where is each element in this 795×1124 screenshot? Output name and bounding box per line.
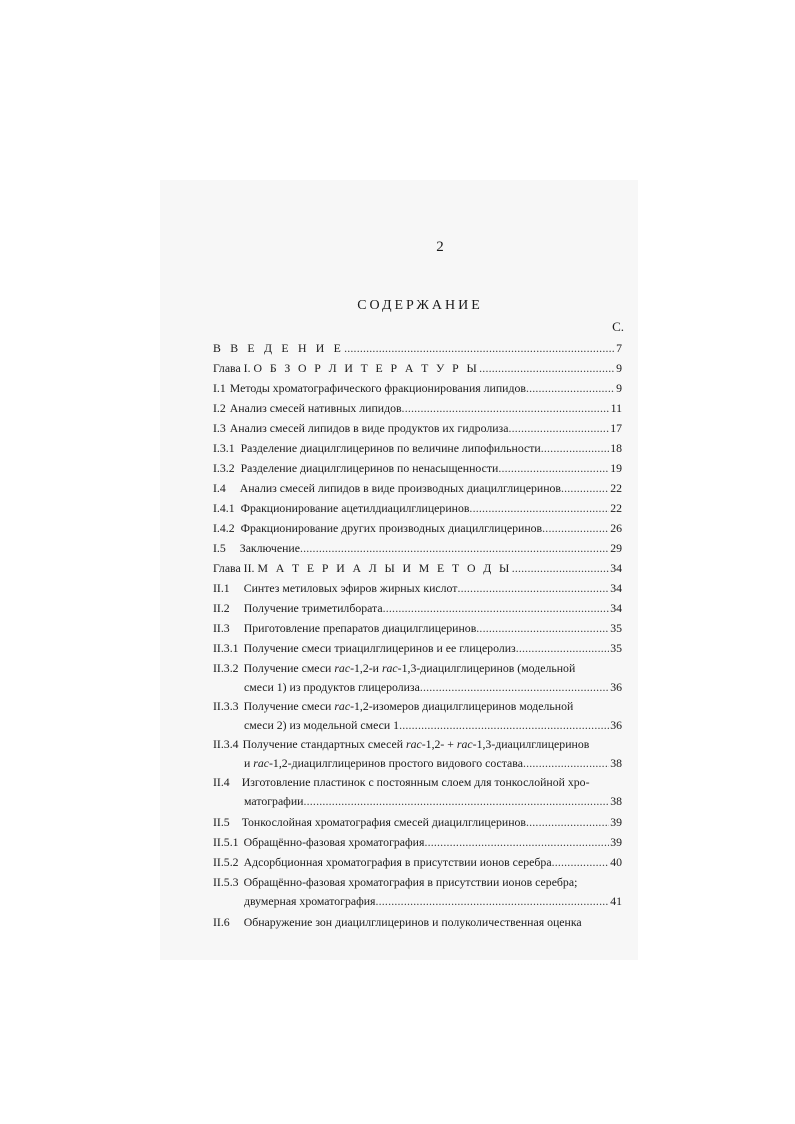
toc-entry-title: О Б З О Р Л И Т Е Р А Т У Р Ы — [253, 361, 480, 375]
toc-entry[interactable] — [213, 620, 622, 636]
toc-entry-page: 35 — [610, 621, 622, 635]
toc-entry-prefix: I.1 — [213, 381, 226, 395]
toc-entry-page: 29 — [610, 541, 622, 555]
toc-entry-prefix: II.3 — [213, 621, 230, 635]
leader-dots — [399, 717, 609, 733]
toc-entry-prefix: II.3.1 — [213, 641, 239, 655]
toc-entry-page: 19 — [610, 461, 622, 475]
leader-dots — [516, 640, 610, 656]
toc-entry-page: 18 — [610, 441, 622, 455]
toc-entry-prefix: I.3.1 — [213, 441, 235, 455]
toc-entry-title: Обращённо-фазовая хроматография — [243, 835, 425, 849]
toc-entry-prefix: II.3.2 — [213, 661, 239, 675]
toc-entry[interactable] — [213, 698, 622, 734]
toc-entry-continuation: смеси 1) из продуктов глицеролиза — [244, 680, 420, 694]
toc-entry[interactable] — [213, 600, 622, 616]
toc-entry-title: Фракционирование ацетилдиацилглицеринов — [240, 501, 470, 515]
toc-entry-prefix: II.6 — [213, 915, 230, 929]
toc-entry-title: Тонкослойная хроматография смесей диацилглицеринов — [241, 815, 526, 829]
toc-entry-title: Анализ смесей липидов в виде продуктов их гидролиза — [229, 421, 509, 435]
toc-entry-page: 7 — [616, 341, 622, 355]
toc-entry-title: Получение стандартных смесей rac-1,2- + rac-1,3-диацилглицеринов — [242, 737, 590, 751]
toc-entry-prefix: II.5.2 — [213, 855, 239, 869]
toc-entry-prefix: II.3.3 — [213, 699, 239, 713]
toc-entry-prefix: II.5.1 — [213, 835, 239, 849]
toc-entry-prefix: I.3.2 — [213, 461, 235, 475]
toc-entry-page: 9 — [616, 381, 622, 395]
toc-entry-continuation: смеси 2) из модельной смеси 1 — [244, 718, 400, 732]
toc-entry-chapter-2[interactable] — [213, 560, 622, 576]
toc-entry-prefix: I.4 — [213, 481, 226, 495]
leader-dots — [526, 380, 615, 396]
toc-entry[interactable] — [213, 380, 622, 396]
toc-entry-page: 38 — [610, 794, 622, 808]
toc-entry-title: М А Т Е Р И А Л Ы И М Е Т О Д Ы — [257, 561, 512, 575]
leader-dots — [512, 560, 610, 576]
toc-entry[interactable] — [213, 914, 622, 930]
toc-entry-prefix: I.3 — [213, 421, 226, 435]
toc-entry-page: 40 — [610, 855, 622, 869]
toc-entry-continuation: двумерная хроматография — [244, 894, 376, 908]
toc-entry-prefix: II.1 — [213, 581, 230, 595]
toc-entry[interactable] — [213, 854, 622, 870]
leader-dots — [523, 755, 609, 771]
toc-entry-title: В В Е Д Е Н И Е — [213, 341, 345, 355]
toc-entry-title: Получение триметилбората — [243, 601, 383, 615]
toc-entry-title: Разделение диацилглицеринов по ненасыщенности — [240, 461, 499, 475]
toc-entry-title: Адсорбционная хроматография в присутствии ионов серебра — [243, 855, 552, 869]
toc-entry[interactable] — [213, 540, 622, 556]
toc-entry-page: 38 — [610, 756, 622, 770]
toc-entry-page: 9 — [616, 361, 622, 375]
leader-dots — [542, 520, 609, 536]
toc-entry-page: 41 — [610, 894, 622, 908]
toc-entry[interactable] — [213, 420, 622, 436]
toc-entry-page: 39 — [610, 815, 622, 829]
leader-dots — [457, 580, 609, 596]
toc-entry-chapter-1[interactable] — [213, 360, 622, 376]
toc-entry[interactable] — [213, 814, 622, 830]
leader-dots — [552, 854, 610, 870]
toc-entry-title: Анализ смесей нативных липидов — [229, 401, 402, 415]
toc-entry-page: 36 — [610, 718, 622, 732]
toc-entry-title: Изготовление пластинок с постоянным слоем для тонкослойной хро- — [241, 775, 590, 789]
page-number: 2 — [436, 239, 444, 255]
leader-dots — [344, 340, 615, 356]
toc-entry-prefix: II.2 — [213, 601, 230, 615]
toc-entry-page: 11 — [610, 401, 622, 415]
toc-entry[interactable] — [213, 440, 622, 456]
toc-entry-introduction[interactable] — [213, 340, 622, 356]
leader-dots — [383, 600, 610, 616]
leader-dots — [541, 440, 609, 456]
toc-heading: СОДЕРЖАНИЕ — [357, 298, 483, 313]
toc-entry[interactable] — [213, 874, 622, 910]
toc-entry[interactable] — [213, 580, 622, 596]
toc-entry-title: Фракционирование других производных диацилглицеринов — [240, 521, 543, 535]
toc-entry-title: Получение смеси rac-1,2-и rac-1,3-диацилглицеринов (модельной — [243, 661, 576, 675]
toc-entry-title: Получение смеси триацилглицеринов и ее глицеролиз — [243, 641, 516, 655]
toc-entry[interactable] — [213, 500, 622, 516]
toc-entry-prefix: I.4.2 — [213, 521, 235, 535]
page-column-label: С. — [612, 319, 624, 334]
toc-entry-page: 22 — [610, 501, 622, 515]
toc-entry-continuation: и rac-1,2-диацилглицеринов простого видового состава — [244, 756, 523, 770]
toc-entry-page: 34 — [610, 561, 622, 575]
toc-entry[interactable] — [213, 520, 622, 536]
toc-entry-title: Методы хроматографического фракционирования липидов — [229, 381, 526, 395]
toc-entry-page: 26 — [610, 521, 622, 535]
leader-dots — [508, 420, 609, 436]
leader-dots — [375, 893, 609, 909]
toc-entry-title: Обращённо-фазовая хроматография в присутствии ионов серебра; — [243, 875, 578, 889]
toc-entry-page: 22 — [610, 481, 622, 495]
leader-dots — [476, 620, 609, 636]
leader-dots — [420, 679, 609, 695]
leader-dots — [402, 400, 610, 416]
toc-entry[interactable] — [213, 480, 622, 496]
toc-entry[interactable] — [213, 736, 622, 772]
toc-entry-page: 35 — [610, 641, 622, 655]
toc-entry-prefix: II.3.4 — [213, 737, 239, 751]
toc-entry-title: Получение смеси rac-1,2-изомеров диацилглицеринов модельной — [243, 699, 574, 713]
leader-dots — [498, 460, 609, 476]
toc-entry-page: 36 — [610, 680, 622, 694]
toc-entry[interactable] — [213, 400, 622, 416]
toc-entry-prefix: II.4 — [213, 775, 230, 789]
leader-dots — [300, 540, 609, 556]
toc-entry-prefix: I.2 — [213, 401, 226, 415]
toc-entry-prefix: I.5 — [213, 541, 226, 555]
toc-entry[interactable] — [213, 834, 622, 850]
leader-dots — [424, 834, 609, 850]
toc-entry-continuation: матографии — [244, 794, 304, 808]
toc-entry[interactable] — [213, 460, 622, 476]
toc-entry-title: Приготовление препаратов диацилглицеринов — [243, 621, 477, 635]
leader-dots — [561, 480, 609, 496]
toc-entry-title: Анализ смесей липидов в виде производных диацилглицеринов — [239, 481, 561, 495]
leader-dots — [469, 500, 609, 516]
toc-entry-prefix: Глава I. — [213, 361, 251, 375]
toc-entry-title: Синтез метиловых эфиров жирных кислот — [243, 581, 458, 595]
toc-entry-prefix: Глава II. — [213, 561, 255, 575]
toc-entry-title: Обнаружение зон диацилглицеринов и полуколичественная оценка — [243, 915, 582, 929]
toc-entry-prefix: I.4.1 — [213, 501, 235, 515]
toc-entry-prefix: II.5.3 — [213, 875, 239, 889]
leader-dots — [303, 793, 609, 809]
toc-entry-title: Разделение диацилглицеринов по величине липофильности — [240, 441, 541, 455]
toc-entry-page: 17 — [610, 421, 622, 435]
toc-entry-page: 39 — [610, 835, 622, 849]
leader-dots — [479, 360, 615, 376]
toc-entry[interactable] — [213, 660, 622, 696]
toc-entry-page: 34 — [610, 601, 622, 615]
toc-entry[interactable] — [213, 774, 622, 810]
toc-entry-title: Заключение — [239, 541, 300, 555]
toc-entry-page: 34 — [610, 581, 622, 595]
toc-entry-prefix: II.5 — [213, 815, 230, 829]
toc-entry[interactable] — [213, 640, 622, 656]
leader-dots — [526, 814, 609, 830]
